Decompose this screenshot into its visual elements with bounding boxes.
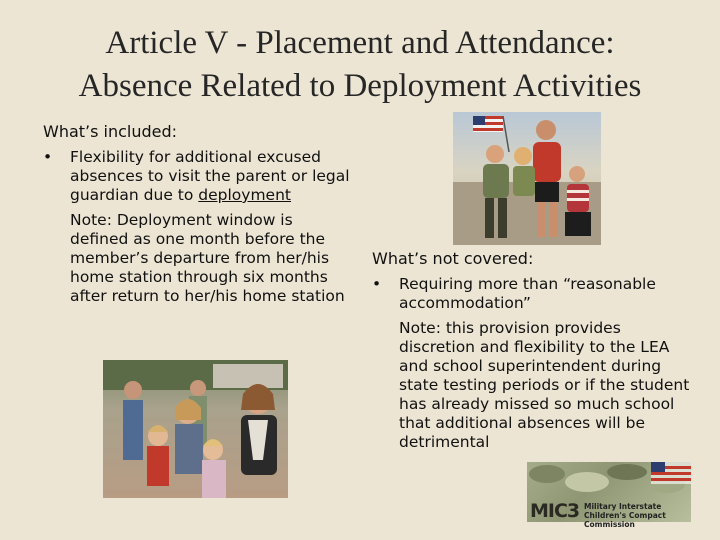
not-covered-note: Note: this provision provides discretion and flexibility to the LEA and school superintendent during state testing periods or if the student has already missed so much school that additional absences will be detrimental — [399, 319, 690, 451]
included-note: Note: Deployment window is defined as one month before the member’s departure from her/his home station through six months after return to her/his home station — [70, 211, 345, 305]
bullet-icon: • — [43, 148, 53, 166]
not-covered-bullet — [372, 275, 692, 313]
logo-text — [584, 502, 691, 529]
title-line-2: Absence Related to Deployment Activities — [78, 68, 642, 104]
cheering-crowd-photo — [103, 360, 288, 498]
not-covered-bullet-text: Requiring more than “reasonable accommodation” — [399, 275, 656, 312]
logo-line-2: Children's Compact Commission — [584, 511, 666, 529]
cheering-crowd-illustration — [103, 360, 288, 498]
title-line-1: Article V - Placement and Attendance: — [105, 25, 615, 61]
bullet-icon: • — [372, 275, 382, 293]
camouflage-pattern — [527, 462, 691, 498]
slide-title — [0, 22, 720, 108]
logo-line-1: Military Interstate — [584, 502, 662, 511]
family-reunion-photo — [453, 112, 601, 245]
logo-mark: MIC3 — [530, 500, 580, 522]
mic3-logo — [527, 462, 691, 529]
included-bullet-text: Flexibility for additional excused absences to visit the parent or legal guardian due to — [70, 148, 350, 204]
family-reunion-illustration — [453, 112, 601, 245]
not-covered-heading: What’s not covered: — [372, 249, 534, 268]
not-covered-section — [372, 249, 692, 452]
included-section — [43, 122, 353, 306]
included-bullet — [43, 148, 353, 205]
included-heading: What’s included: — [43, 122, 178, 141]
included-bullet-underlined: deployment — [198, 186, 291, 204]
